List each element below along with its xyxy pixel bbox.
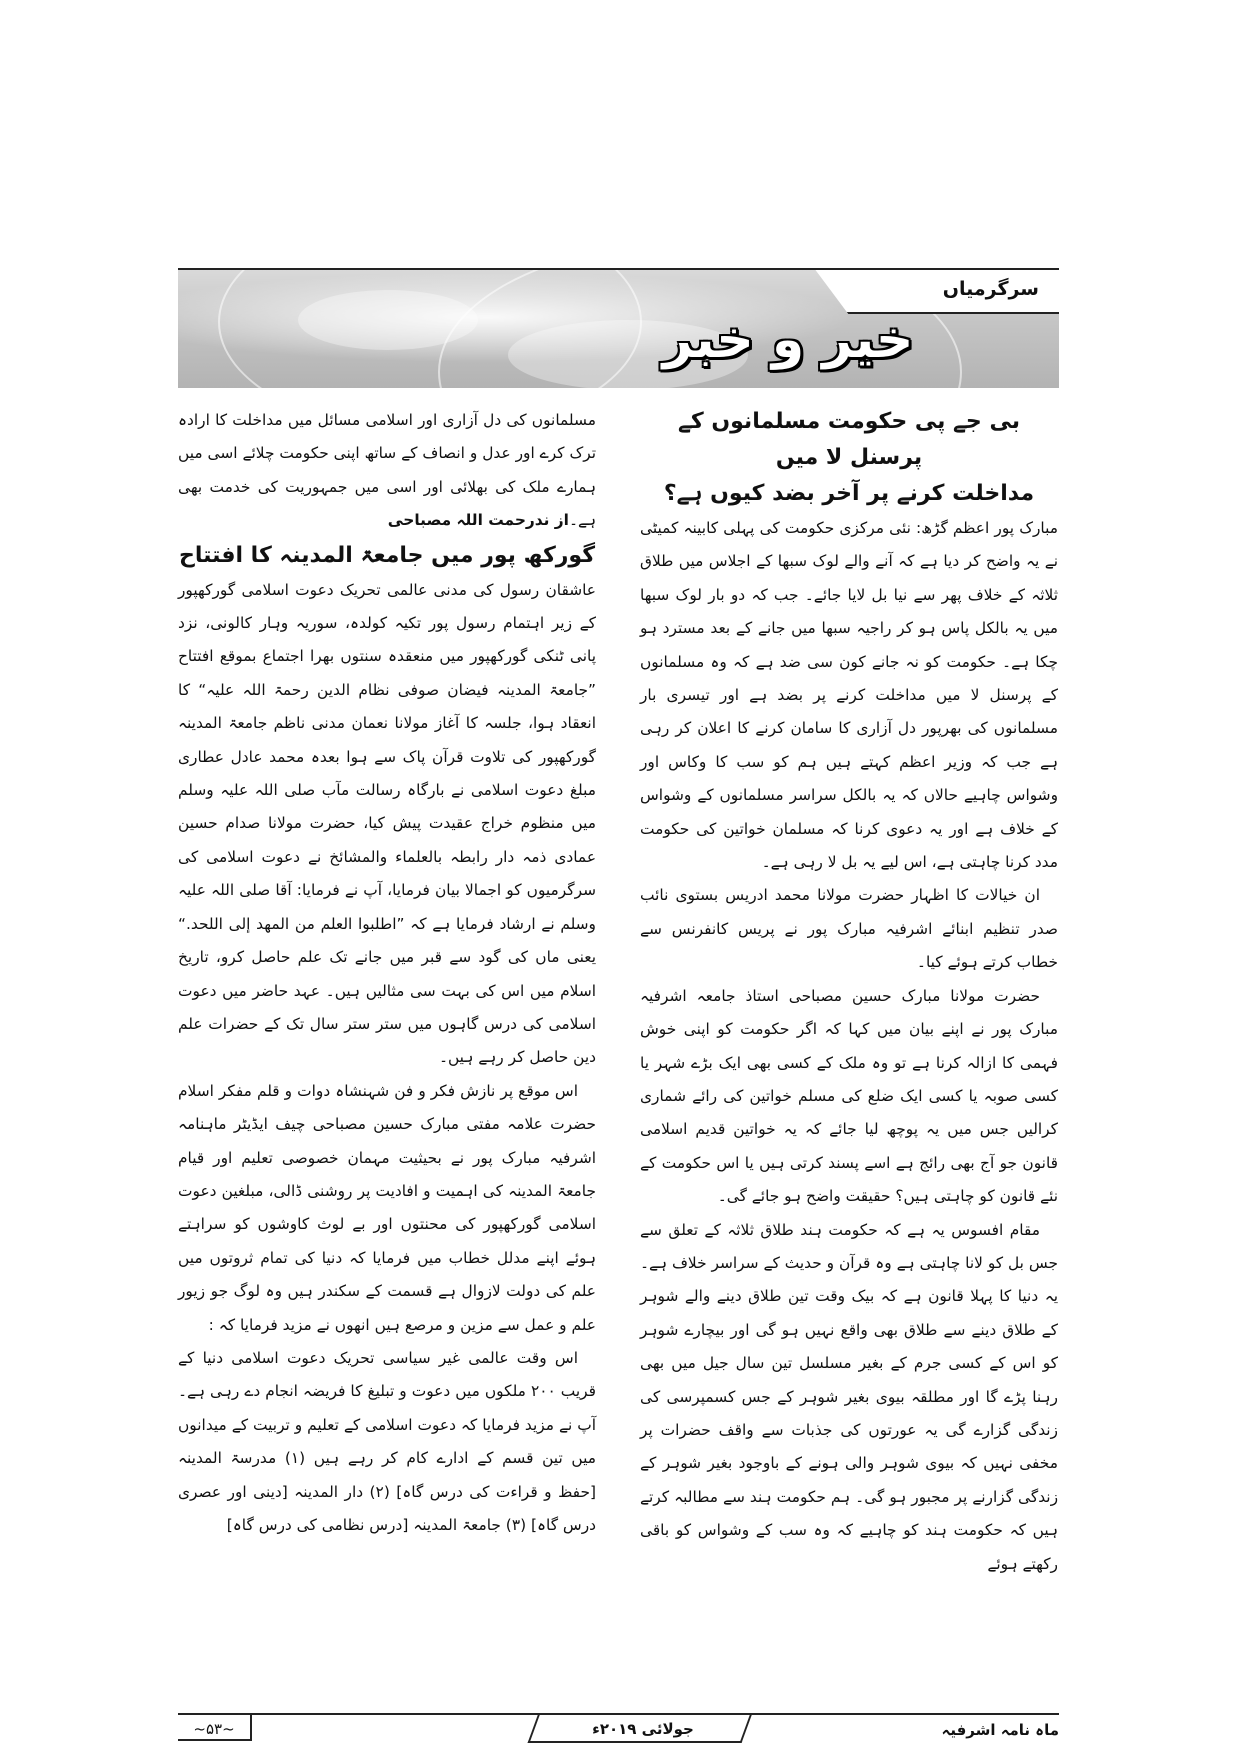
article-column-left	[178, 404, 596, 1542]
continuation-text: مسلمانوں کی دل آزاری اور اسلامی مسائل میں مداخلت کا ارادہ ترک کرے اور عدل و انصاف کے ساتھ اپنی حکومت چلائے اسی میں ہمارے ملک کی بھلائی اور اسی میں جمہوریت کی خدمت بھی ہے۔	[178, 411, 596, 530]
magazine-name: ماہ نامہ اشرفیہ	[941, 1721, 1059, 1739]
article-paragraph: مقام افسوس یہ ہے کہ حکومت ہند طلاق ثلاثہ کے تعلق سے جس بل کو لانا چاہتی ہے وہ قرآن و حدیث کے سراسر خلاف ہے۔ یہ دنیا کا پہلا قانون ہے کہ بیک وقت تین طلاق دینے والے شوہر کے طلاق دینے سے طلاق بھی واقع نہیں ہو گی اور بیچارے شوہر کو اس کے کسی جرم کے بغیر مسلسل تین سال جیل میں بھی رہنا پڑے گا اور مطلقہ بیوی بغیر شوہر کے جس کسمپرسی کی زندگی گزارے گی یہ عورتوں کی جذبات سے واقف حضرات پر مخفی نہیں کہ بیوی شوہر والی ہونے کے باوجود بغیر شوہر کے زندگی گزارنے پر مجبور ہو گی۔ ہم حکومت ہند سے مطالبہ کرتے ہیں کہ حکومت ہند کو چاہیے کہ وہ سب کے وشواس کو باقی رکھتے ہوئے	[640, 1220, 1058, 1573]
article-paragraph: حضرت مولانا مبارک حسین مصباحی استاذ جامعہ اشرفیہ مبارک پور نے اپنے بیان میں کہا کہ اگر حکومت کو اپنی خوش فہمی کا ازالہ کرنا ہے تو وہ ملک کے کسی بھی ایک بڑے شہر یا کسی صوبہ یا کسی ایک ضلع کی مسلم خواتین کی رائے شماری کرالیں جس میں یہ پوچھ لیا جائے کہ یہ خواتین قدیم اسلامی قانون جو آج بھی رائج ہے اسے پسند کرتی ہیں یا اس حکومت کے نئے قانون کو چاہتی ہیں؟ حقیقت واضح ہو جائے گی۔	[640, 986, 1058, 1206]
article-headline-line2: مداخلت کرنے پر آخر بضد کیوں ہے؟	[663, 481, 1035, 506]
article-paragraph: ان خیالات کا اظہار حضرت مولانا محمد ادریس بستوی نائب صدر تنظیم ابنائے اشرفیہ مبارک پور نے پریس کانفرنس سے خطاب کرتے ہوئے کیا۔	[640, 886, 1058, 972]
section-label: سرگرمیاں	[942, 278, 1039, 300]
article-paragraph: اس موقع پر نازش فکر و فن شہنشاہ دوات و قلم مفکر اسلام حضرت علامہ مفتی مبارک حسین مصباحی چیف ایڈیٹر ماہنامہ اشرفیہ مبارک پور نے بحیثیت مہمان خصوصی تعلیم اور قیام جامعۃ المدینہ کی اہمیت و افادیت پر روشنی ڈالی، مبلغین دعوت اسلامی گورکھپور کی محنتوں اور بے لوث کاوشوں کو سراہتے ہوئے اپنے مدلل خطاب میں فرمایا کہ دنیا کی تمام ثروتوں میں علم کی دولت لازوال ہے قسمت کے سکندر ہیں وہ لوگ جو زیور علم و عمل سے مزین و مرصع ہیں انھوں نے مزید فرمایا کہ :	[178, 1081, 596, 1334]
article-paragraph: عاشقان رسول کی مدنی عالمی تحریک دعوت اسلامی گورکھپور کے زیر اہتمام رسول پور تکیہ کولدہ، سوریہ وہار کالونی، نزد پانی ٹنکی گورکھپور میں منعقدہ سنتوں بھرا اجتماع بموقع افتتاح ”جامعۃ المدینہ فیضان صوفی نظام الدین رحمۃ اللہ علیہ“ کا انعقاد ہوا، جلسہ کا آغاز مولانا نعمان مدنی ناظم جامعۃ المدینہ گورکھپور کی تلاوت قرآن پاک سے ہوا بعدہ محمد عادل عطاری مبلغ دعوت اسلامی نے بارگاہ رسالت مآب صلی اللہ علیہ وسلم میں منظوم خراج عقیدت پیش کیا، حضرت مولانا صدام حسین عمادی ذمہ دار رابطہ بالعلماء والمشائخ نے دعوت اسلامی کی سرگرمیوں کو اجمالا بیان فرمایا، آپ نے فرمایا: آقا صلی اللہ علیہ وسلم نے ارشاد فرمایا ہے کہ ”اطلبوا العلم من المهد إلى اللحد.“ یعنی ماں کی گود سے قبر میں جانے تک علم حاصل کرو، تاریخ اسلام میں اس کی بہت سی مثالیں ہیں۔ عہد حاضر میں دعوت اسلامی کی درس گاہوں میں ستر ستر سال تک کے حضرات علم دین حاصل کر رہے ہیں۔	[178, 580, 596, 1067]
page-title: خیر و خبر	[662, 310, 914, 370]
header-banner	[178, 268, 1059, 388]
author-credit: از ندرحمت اللہ مصباحی	[387, 511, 569, 530]
page-number: ~۵۳~	[193, 1720, 235, 1738]
page-footer	[178, 1713, 1059, 1749]
article-continuation	[178, 404, 596, 538]
issue-date: جولائی ۲۰۱۹ء	[592, 1720, 694, 1738]
article-paragraph: مبارک پور اعظم گڑھ: نئی مرکزی حکومت کی پہلی کابینہ کمیٹی نے یہ واضح کر دیا ہے کہ آنے والے لوک سبھا کے اجلاس میں طلاق ثلاثہ کے خلاف پھر سے نیا بل لایا جائے۔ جب کہ دو بار لوک سبھا میں یہ بالکل پاس ہو کر راجیہ سبھا میں جانے کے بعد مسترد ہو چکا ہے۔ حکومت کو نہ جانے کون سی ضد ہے کہ وہ مسلمانوں کے پرسنل لا میں مداخلت کرنے پر بضد ہے اور تیسری بار مسلمانوں کی بھرپور دل آزاری کا سامان کرنے کا اعلان کر رہی ہے جب کہ وزیر اعظم کہتے ہیں ہم کو سب کا وکاس اور وشواس چاہیے حالاں کہ یہ بالکل سراسر مسلمانوں کے وشواس کے خلاف ہے اور یہ دعوی کرنا کہ مسلمان خواتین کی حکومت مدد کرنا چاہتی ہے، اس لیے یہ بل لا رہی ہے۔	[640, 519, 1058, 872]
article-headline-line1: بی جے پی حکومت مسلمانوں کے پرسنل لا میں	[678, 409, 1020, 470]
article-column-right	[640, 404, 1058, 1581]
article-paragraph: اس وقت عالمی غیر سیاسی تحریک دعوت اسلامی دنیا کے قریب ۲۰۰ ملکوں میں دعوت و تبلیغ کا فریضہ انجام دے رہی ہے۔ آپ نے مزید فرمایا کہ دعوت اسلامی کے تعلیم و تربیت کے میدانوں میں تین قسم کے ادارے کام کر رہے ہیں (۱) مدرسۃ المدینہ [حفظ و قراءت کی درس گاہ] (۲) دار المدینہ [دینی اور عصری درس گاہ] (۳) جامعۃ المدینہ [درس نظامی کی درس گاہ]	[178, 1348, 596, 1534]
article-headline: گورکھ پور میں جامعۃ المدینہ کا افتتاح	[179, 542, 595, 568]
